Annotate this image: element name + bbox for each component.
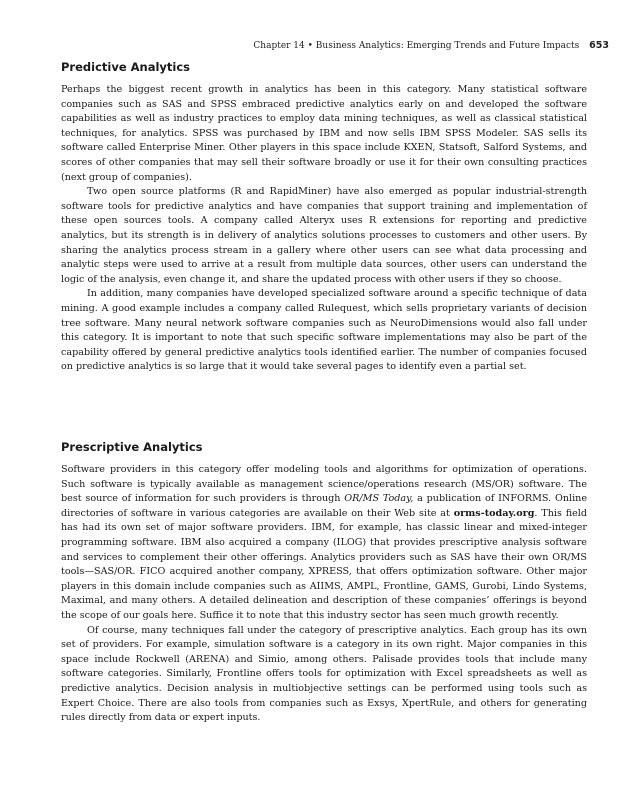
running-title: Chapter 14 • Business Analytics: Emerging Trends and Future Impacts <box>253 41 580 51</box>
section-heading-predictive: Predictive Analytics <box>61 60 191 74</box>
paragraph <box>61 463 587 624</box>
text-run: a publication of INFORMS. Online directories of software in various categories are available on their Web site at <box>61 493 588 519</box>
paragraph: Of course, many techniques fall under the category of prescriptive analytics. Each group has its own set of providers. For example, simulation software is a category in its own right. Major companies in this space include Rockwell (ARENA) and Simio, among others. Palisade provides tools that include many software categories. Similarly, Frontline offers tools for optimization with Excel spreadsheets as well as predictive analytics. Decision analysis in multiobjective settings can be performed using tools such as Expert Choice. There are also tools from companies such as Exsys, XpertRule, and others for generating rules directly from data or expert inputs. <box>61 624 587 724</box>
text-run: Software providers in this category offer modeling tools and algorithms for optimization of operations. Such software is typically available as management science/operations research (MS/OR) software. The best source of information for such providers is through <box>61 464 587 505</box>
page-number: 653 <box>589 40 609 51</box>
section-prescriptive-analytics <box>61 440 587 726</box>
running-header <box>253 40 609 51</box>
publication-title: OR/MS Today, <box>344 493 414 505</box>
paragraph: Two open source platforms (R and RapidMiner) have also emerged as popular industrial-strength software tools for predictive analytics and have companies that support training and implementation of these open sources tools. A company called Alteryx uses R extensions for reporting and predictive analytics, but its strength is in delivery of analytics solutions processes to customers and other users. By sharing the analytics process stream in a gallery where other users can see what data processing and analytic steps were used to arrive at a result from multiple data sources, other users can understand the logic of the analysis, even change it, and share the updated process with other users if they so choose. <box>61 186 587 285</box>
website-url: orms-today.org <box>453 507 535 519</box>
text-run: . This field has had its own set of major software providers. IBM, for example, has classic linear and mixed-integer programming software. IBM also acquired a company (ILOG) that provides prescriptive analysis software and services to complement their other offerings. Analytics providers such as SAS have their own OR/MS tools—SAS/OR. FICO acquired another company, XPRESS, that offers optimization software. Other major players in this domain include companies such as AIIMS, AMPL, Frontline, GAMS, Gurobi, Lindo Systems, Maximal, and many others. A detailed delineation and description of these companies’ offerings is beyond the scope of our goals here. Suffice it to note that this industry sector has seen much growth recently. <box>61 507 587 621</box>
section-predictive-analytics <box>61 60 587 375</box>
paragraph: Perhaps the biggest recent growth in analytics has been in this category. Many statistical software companies such as SAS and SPSS embraced predictive analytics early on and developed the software capabilities as well as industry practices to employ data mining techniques, as well as classical statistical techniques, for analytics. SPSS was purchased by IBM and now sells IBM SPSS Modeler. SAS sells its software called Enterprise Miner. Other players in this space include KXEN, Statsoft, Salford Systems, and scores of other companies that may sell their software broadly or use it for their own consulting practices (next group of companies). <box>61 84 587 183</box>
section-heading-prescriptive: Prescriptive Analytics <box>61 440 203 454</box>
paragraph: In addition, many companies have developed specialized software around a specific technique of data mining. A good example includes a company called Rulequest, which sells proprietary variants of decision tree software. Many neural network software companies such as NeuroDimensions would also fall under this category. It is important to note that such specific software implementations may also be part of the capability offered by general predictive analytics tools identified earlier. The number of companies focused on predictive analytics is so large that it would take several pages to identify even a partial set. <box>61 288 587 373</box>
